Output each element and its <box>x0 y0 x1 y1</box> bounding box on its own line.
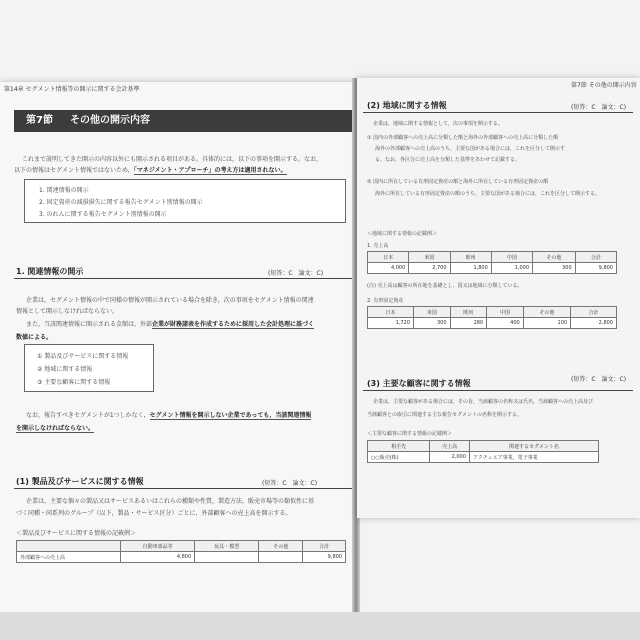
table-row <box>368 263 617 274</box>
table-cell: 1,720 <box>368 318 414 329</box>
customer-table <box>367 440 599 463</box>
related-item: ① 製品及びサービスに関する情報 <box>37 353 129 360</box>
table-header-cell <box>17 541 121 552</box>
table-header-cell: 玩具・模型 <box>195 541 259 552</box>
table-header-cell: 相手先 <box>368 441 430 452</box>
region-p-line: 海外の外部顧客への売上高のうち，主要な国がある場合には，これを区分して開示す <box>375 146 566 152</box>
p1-line-1: 企業は，セグメント情報の中で同様の情報が開示されている場合を除き，次の事項をセグメント情報の関連 <box>26 297 314 304</box>
related-item: ② 地域に関する情報 <box>37 366 93 373</box>
table-header-row <box>368 252 617 263</box>
table-cell: 2,800 <box>571 318 617 329</box>
summary-item: 3. のれんに関する報告セグメント別情報の開示 <box>39 211 167 218</box>
table-header-cell: 日本 <box>368 307 414 318</box>
p1-line-2: 情報として開示しなければならない。 <box>16 308 119 315</box>
p3-line-1: 企業は，主要な個々の製品又はサービスあるいはこれらの種類や性質，製造方法，販売市場等の類似性に基 <box>26 498 315 505</box>
table-header-row <box>17 541 346 552</box>
table-cell: 2,700 <box>409 263 450 274</box>
p2-emphasis: セグメント情報を開示しない企業であっても，当該関連情報 <box>149 412 312 419</box>
table-header-cell: 米国 <box>409 252 450 263</box>
table-header-cell: 米国 <box>413 307 450 318</box>
intro-line-2 <box>14 165 287 174</box>
sales-note: (注) 売上高は顧客の所在地を基礎とし，国又は地域に分類している。 <box>367 283 523 289</box>
table-header-cell: その他 <box>523 307 570 318</box>
table-header-cell: 欧州 <box>450 307 487 318</box>
table-cell: 外部顧客への売上高 <box>17 552 121 563</box>
right-running-head: 第7節 その他の開示内容 <box>571 82 637 89</box>
table-header-cell: 自動車部品等 <box>121 541 195 552</box>
page-shadow <box>0 612 640 640</box>
p2-line-1 <box>26 410 311 419</box>
table-row <box>368 318 617 329</box>
intro-text: 以下の情報はセグメント情報ではないため， <box>14 167 134 174</box>
left-running-head: 第14章 セグメント情報等の開示に関する会計基準 <box>4 86 140 93</box>
p2-emphasis-2: を開示しなければならない。 <box>16 425 95 432</box>
summary-item: 1. 関連情報の開示 <box>39 187 89 194</box>
table-cell <box>259 552 303 563</box>
heading-region-info-tag: (短答：C 論文：C) <box>571 104 627 111</box>
table-cell: 280 <box>450 318 487 329</box>
table-cell: 4,800 <box>121 552 195 563</box>
table-cell: 400 <box>487 318 524 329</box>
left-page <box>0 82 355 612</box>
heading-rule <box>363 390 633 391</box>
heading-customer-info: (3) 主要な顧客に関する情報 <box>367 379 471 388</box>
summary-box <box>24 179 346 223</box>
table-row <box>17 552 346 563</box>
region-p-line: ② 国内に所在している有形固定資産の額と海外に所在している有形固定資産の額 <box>367 179 549 185</box>
table-cell: ○○販売(株) <box>368 452 430 463</box>
table-cell: 1,000 <box>491 263 532 274</box>
heading-product-info: (1) 製品及びサービスに関する情報 <box>16 477 144 486</box>
customer-example-label: ＜主要な顧客に関する情報の記載例＞ <box>367 431 453 437</box>
intro-emphasis: 「マネジメント・アプローチ」の考え方は適用されない。 <box>133 167 287 174</box>
table-cell: 4,000 <box>368 263 409 274</box>
customer-p-line: 当該顧客との取引に関連する主な報告セグメントの名称を開示する。 <box>367 412 522 418</box>
table-cell: アクチュエア事業，電子事業 <box>469 452 598 463</box>
heading-customer-info-tag: (短答：C 論文：C) <box>571 376 627 383</box>
related-items-box <box>24 344 154 392</box>
table-header-cell: 中国 <box>491 252 532 263</box>
region-p-line: る。なお，各区分に売上高を分類した基準をあわせて記載する。 <box>375 157 521 163</box>
heading-rule <box>14 278 352 279</box>
table-header-cell: 合計 <box>303 541 346 552</box>
p2-text: なお，報告すべきセグメントが1つしかなく， <box>26 412 150 419</box>
table-cell: 300 <box>533 263 576 274</box>
sales-table <box>367 251 617 274</box>
table-header-row <box>368 441 599 452</box>
table-header-cell: 合計 <box>575 252 616 263</box>
heading-product-info-tag: (短答：C 論文：C) <box>262 480 318 487</box>
heading-rule <box>14 488 352 489</box>
asset-label: 2. 有形固定資産 <box>367 298 404 304</box>
table-header-cell: その他 <box>259 541 303 552</box>
table-cell <box>195 552 259 563</box>
p1-text: また，当該関連情報に開示される金額は，外部 <box>26 321 153 328</box>
product-example-label: ＜製品及びサービスに関する情報の記載例＞ <box>16 530 137 537</box>
region-p-line: ① 国内の外部顧客への売上高に分類した額と海外の外部顧客への売上高に分類した額 <box>367 135 559 141</box>
table-header-row <box>368 307 617 318</box>
table-row <box>368 452 599 463</box>
product-table <box>16 540 346 563</box>
table-header-cell: その他 <box>533 252 576 263</box>
table-cell: 9,800 <box>303 552 346 563</box>
section-title: その他の開示内容 <box>70 115 150 126</box>
table-cell: 2,000 <box>430 452 470 463</box>
table-header-cell: 関連するセグメント名 <box>469 441 598 452</box>
sales-label: 1. 売上高 <box>367 243 389 249</box>
section-title-bar <box>14 110 355 132</box>
p3-line-2: づく同種・同系列のグループ（以下，製品・サービス区分）ごとに，外部顧客への売上高を開示する。 <box>16 510 292 517</box>
table-header-cell: 売上高 <box>430 441 470 452</box>
asset-table <box>367 306 617 329</box>
summary-item: 2. 固定資産の減損損失に関する報告セグメント別情報の開示 <box>39 199 203 206</box>
heading-rule <box>363 112 633 113</box>
heading-related-info-tag: (短答：C 論文：C) <box>268 270 324 277</box>
p1-line-5: 数値による。 <box>16 334 53 341</box>
intro-line-1: これまで説明してきた開示の内容以外にも開示される項目がある。具体的には，以下の事項を開示する。なお， <box>22 156 323 163</box>
table-header-cell: 欧州 <box>450 252 491 263</box>
table-cell: 300 <box>413 318 450 329</box>
table-header-cell: 合計 <box>571 307 617 318</box>
p1-line-3 <box>26 319 314 328</box>
table-cell: 100 <box>523 318 570 329</box>
table-header-cell: 日本 <box>368 252 409 263</box>
table-cell: 9,800 <box>575 263 616 274</box>
customer-p-line: 企業は，主要な顧客がある場合には，その旨，当該顧客の名称又は氏名，当該顧客への売上高及び <box>373 399 594 405</box>
table-header-cell: 中国 <box>487 307 524 318</box>
heading-related-info: 1. 関連情報の開示 <box>16 267 84 276</box>
section-number: 第7節 <box>26 115 53 126</box>
right-page <box>357 78 640 518</box>
table-cell: 1,800 <box>450 263 491 274</box>
related-item: ③ 主要な顧客に関する情報 <box>37 379 111 386</box>
region-p-line: 企業は，地域に関する情報として，次の事項を開示する。 <box>373 121 503 127</box>
region-p-line: 海外に所在している有形固定資産の額のうち，主要な国がある場合には，これを区分して開示する。 <box>375 191 601 197</box>
region-example-label: ＜地域に関する情報の記載例＞ <box>367 231 438 237</box>
p1-emphasis: 企業が財務諸表を作成するために採用した会計処理に基づく <box>152 321 315 328</box>
heading-region-info: (2) 地域に関する情報 <box>367 101 447 110</box>
p2-line-2 <box>16 423 94 432</box>
